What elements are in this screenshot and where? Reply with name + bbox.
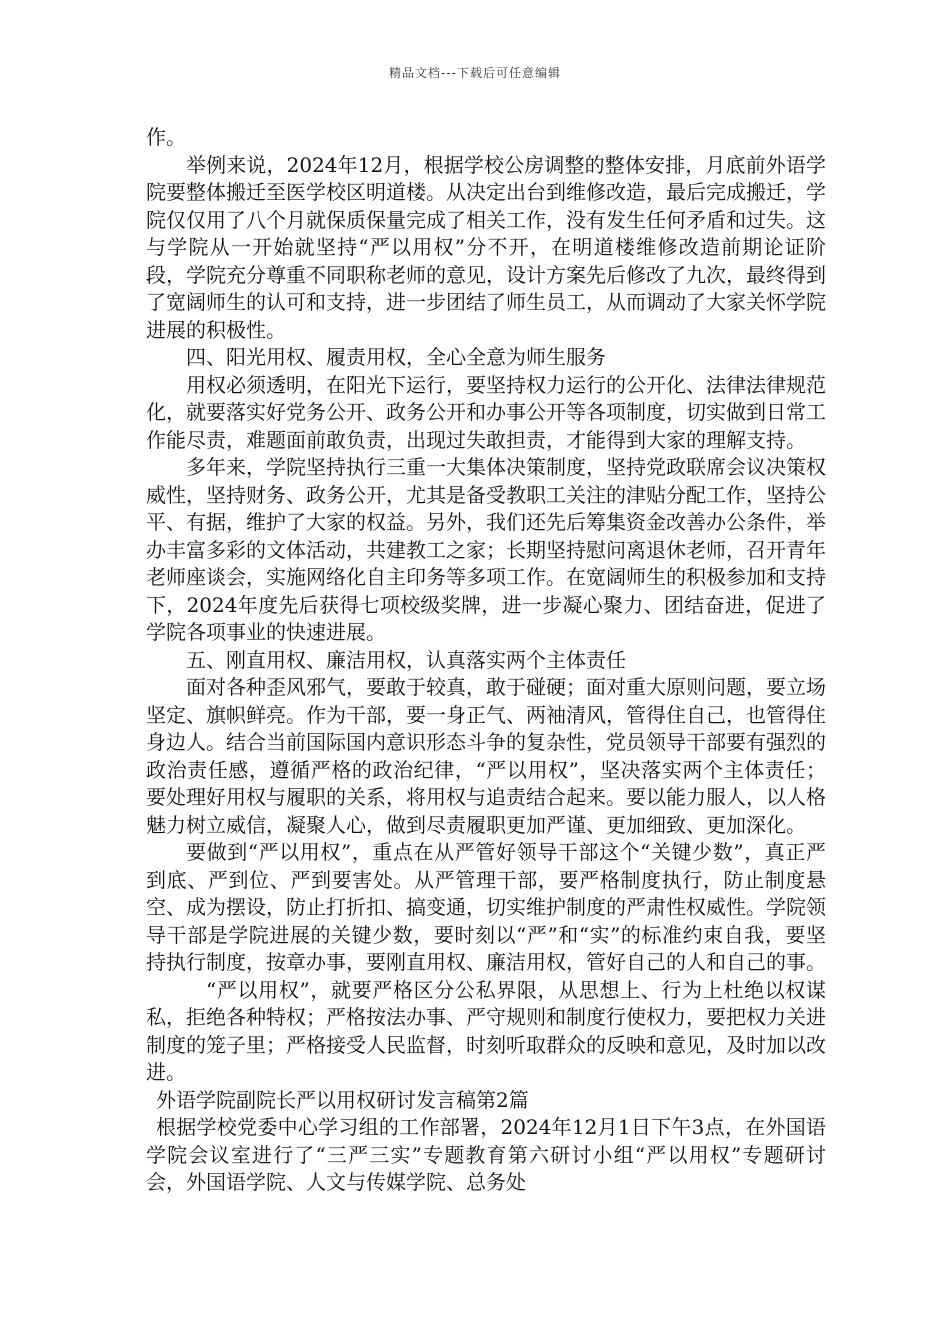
paragraph: 要做到“严以用权”，重点在从严管好领导干部这个“关键少数”，真正严到底、严到位、严到要害处。从严管理干部，要严格制度执行，防止制度悬空、成为摆设，防止打折扣、搞变通，切实维护制度的严肃性权威性。学院领导干部是学院进展的关键少数，要时刻以“严”和“实”的标准约束自我，要坚持执行制度，按章办事，要刚直用权、廉洁用权，管好自己的人和自己的事。 [146,840,826,974]
paragraph: 根据学校党委中心学习组的工作部署，2024年12月1日下午3点，在外国语学院会议室进行了“三严三实”专题教育第六研讨小组“严以用权”专题研讨会，外国语学院、人文与传媒学院、总务处 [146,1115,826,1194]
page-header: 精品文档---下载后可任意编辑 [389,66,561,80]
document-body [146,124,826,1197]
paragraph: 用权必须透明，在阳光下运行，要坚持权力运行的公开化、法律法律规范化，就要落实好党务公开、政务公开和办事公开等各项制度，切实做到日常工作能尽责，难题面前敢负责，出现过失敢担责，才能得到大家的理解支持。 [146,372,826,452]
paragraph: 多年来，学院坚持执行三重一大集体决策制度，坚持党政联席会议决策权威性，坚持财务、政务公开，尤其是备受教职工关注的津贴分配工作，坚持公平、有据，维护了大家的权益。另外，我们还先后筹集资金改善办公条件，举办丰富多彩的文体活动，共建教工之家；长期坚持慰问离退休老师，召开青年老师座谈会，实施网络化自主印务等多项工作。在宽阔师生的积极参加和支持下，2024年度先后获得七项校级奖牌，进一步凝心聚力、团结奋进，促进了学院各项事业的快速进展。 [146,455,826,644]
paragraph: 五、刚直用权、廉洁用权，认真落实两个主体责任 [186,647,626,672]
paragraph: 面对各种歪风邪气，要敢于较真，敢于碰硬；面对重大原则问题，要立场坚定、旗帜鲜亮。作为干部，要一身正气、两袖清风，管得住自己，也管得住身边人。结合当前国际国内意识形态斗争的复杂性，党员领导干部要有强烈的政治责任感，遵循严格的政治纪律，“严以用权”，坚决落实两个主体责任；要处理好用权与履职的关系，将用权与追责结合起来。要以能力服人，以人格魅力树立威信，凝聚人心，做到尽责履职更加严谨、更加细致、更加深化。 [146,675,826,837]
paragraph: 四、阳光用权、履责用权，全心全意为师生服务 [186,345,606,369]
paragraph: 举例来说，2024年12月，根据学校公房调整的整体安排，月底前外语学院要整体搬迁至医学校区明道楼。从决定出台到维修改造，最后完成搬迁，学院仅仅用了八个月就保质保量完成了相关工作，没有发生任何矛盾和过失。这与学院从一开始就坚持“严以用权”分不开，在明道楼维修改造前期论证阶段，学院充分尊重不同职称老师的意见，设计方案先后修改了九次，最终得到了宽阔师生的认可和支持，进一步团结了师生员工，从而调动了大家关怀学院进展的积极性。 [146,152,826,342]
paragraph: 作。 [146,125,186,149]
paragraph: “严以用权”，就要严格区分公私界限，从思想上、行为上杜绝以权谋私，拒绝各种特权；严格按法办事、严守规则和制度行使权力，要把权力关进制度的笼子里；严格接受人民监督，时刻听取群众的反映和意见，及时加以改进。 [146,977,826,1084]
paragraph: 外语学院副院长严以用权研讨发言稿第2篇 [156,1087,529,1112]
